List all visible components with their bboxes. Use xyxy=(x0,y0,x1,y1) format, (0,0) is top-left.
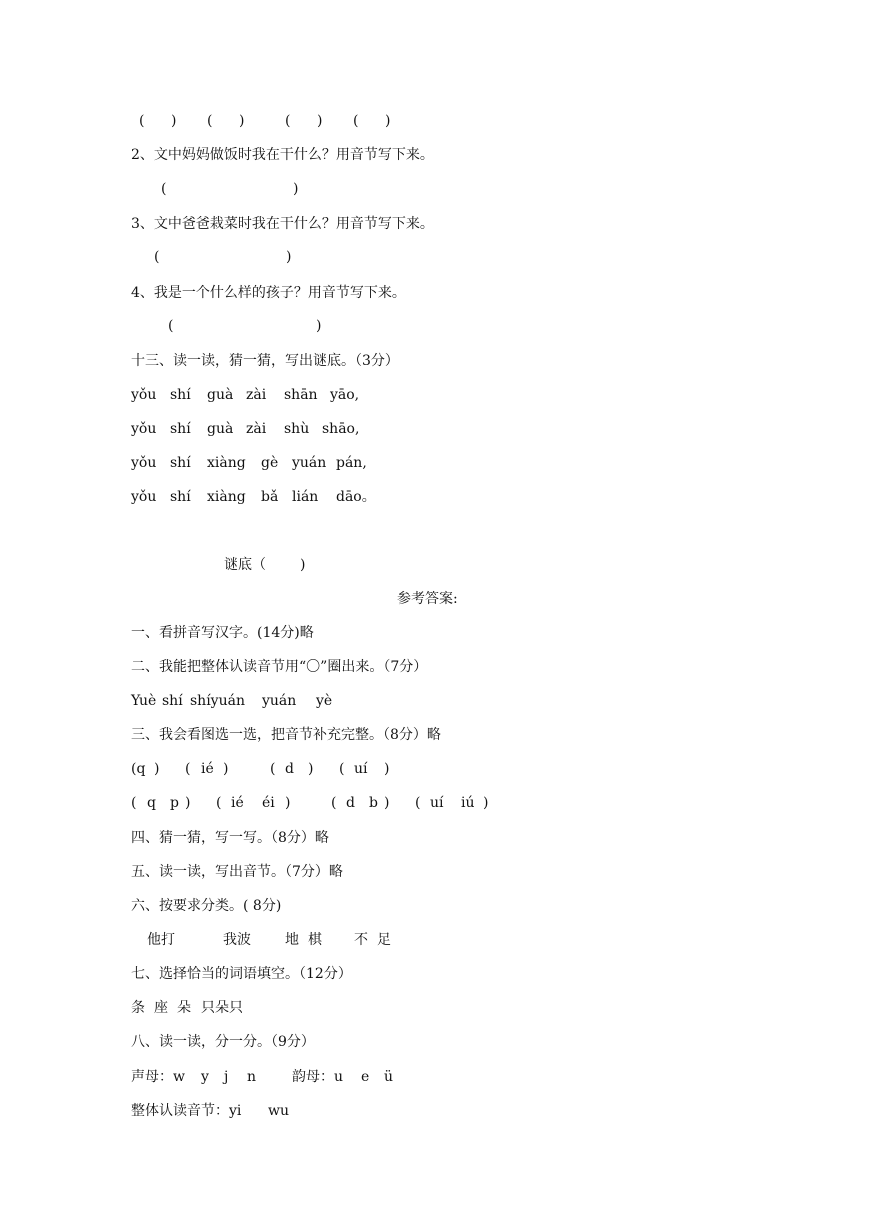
answer-token: q xyxy=(147,795,156,811)
initials-label: 声母：w xyxy=(131,1069,185,1085)
pinyin-syllable: guà xyxy=(207,421,234,437)
answer-token: p xyxy=(170,795,179,811)
pinyin-syllable: shí xyxy=(162,693,183,709)
pinyin-syllable: yāo, xyxy=(330,387,360,403)
pinyin-syllable: pán, xyxy=(336,455,367,471)
answer-blank-open: ( xyxy=(154,249,160,265)
answer-blank-open: ( xyxy=(161,181,167,197)
answer-4: 四、猜一猜，写一写。（8分）略 xyxy=(131,830,329,846)
answer-token: ) xyxy=(223,761,229,777)
classified-chars: 地 xyxy=(285,932,299,948)
blank-open: ( xyxy=(139,113,145,129)
classified-chars: 他打 xyxy=(147,932,175,948)
answer-token: éi xyxy=(262,795,275,811)
question-4: 4、我是一个什么样的孩子？用音节写下来。 xyxy=(131,285,406,301)
answer-blank-close: ) xyxy=(286,249,292,265)
measure-word: 条 xyxy=(131,1000,145,1016)
answer-token: ié xyxy=(201,761,214,777)
blank-close: ) xyxy=(317,113,323,129)
pinyin-syllable: shí xyxy=(170,421,191,437)
reference-answers-title: 参考答案: xyxy=(397,591,458,607)
blank-close: ) xyxy=(239,113,245,129)
section-13-title: 十三、读一读，猜一猜，写出谜底。（3分） xyxy=(131,353,399,369)
riddle-answer-close: ) xyxy=(300,557,306,573)
pinyin-syllable: yuán xyxy=(292,455,327,471)
answer-token: ) xyxy=(384,795,390,811)
answer-token: (q xyxy=(131,761,146,777)
final: e xyxy=(361,1069,370,1085)
answer-token: ié xyxy=(231,795,244,811)
pinyin-syllable: Yuè xyxy=(131,693,157,709)
pinyin-syllable: yǒu xyxy=(131,421,157,437)
initial: j xyxy=(224,1069,229,1085)
question-2: 2、文中妈妈做饭时我在干什么？用音节写下来。 xyxy=(131,147,434,163)
answer-token: ) xyxy=(285,795,291,811)
pinyin-syllable: yǒu xyxy=(131,387,157,403)
answer-token: ( xyxy=(131,795,137,811)
answer-token: ) xyxy=(308,761,314,777)
whole-syllables-label: 整体认读音节：yi xyxy=(131,1103,242,1119)
classified-chars: 不 xyxy=(354,932,368,948)
blank-open: ( xyxy=(285,113,291,129)
pinyin-syllable: yǒu xyxy=(131,489,157,505)
answer-token: ( xyxy=(331,795,337,811)
pinyin-syllable: dāo。 xyxy=(336,489,376,505)
pinyin-syllable: shí xyxy=(170,489,191,505)
question-3: 3、文中爸爸栽菜时我在干什么？用音节写下来。 xyxy=(131,216,434,232)
classified-chars: 足 xyxy=(377,932,391,948)
classified-chars: 我波 xyxy=(223,932,251,948)
pinyin-syllable: gè xyxy=(261,455,279,471)
initial: n xyxy=(247,1069,257,1085)
pinyin-syllable: xiàng xyxy=(207,489,246,505)
answer-5: 五、读一读，写出音节。（7分）略 xyxy=(131,864,343,880)
pinyin-syllable: xiàng xyxy=(207,455,246,471)
measure-word: 座 xyxy=(154,1000,168,1016)
blank-close: ) xyxy=(385,113,391,129)
answer-8: 八、读一读，分一分。（9分） xyxy=(131,1034,315,1050)
answer-6: 六、按要求分类。( 8分) xyxy=(131,898,282,914)
answer-token: ( xyxy=(415,795,421,811)
answer-token: ) xyxy=(154,761,160,777)
pinyin-syllable: zài xyxy=(246,387,267,403)
answer-token: uí xyxy=(430,795,444,811)
pinyin-syllable: yuán xyxy=(262,693,297,709)
answer-token: d xyxy=(285,761,294,777)
whole-syllable: wu xyxy=(268,1103,289,1119)
answer-token: ) xyxy=(185,795,191,811)
blank-open: ( xyxy=(207,113,213,129)
answer-token: ) xyxy=(483,795,489,811)
pinyin-syllable: yè xyxy=(316,693,333,709)
blank-close: ) xyxy=(171,113,177,129)
answer-token: iú xyxy=(461,795,475,811)
classified-chars: 棋 xyxy=(308,932,322,948)
answer-7: 七、选择恰当的词语填空。（12分） xyxy=(131,966,352,982)
answer-token: d xyxy=(346,795,355,811)
answer-3: 三、我会看图选一选，把音节补充完整。（8分）略 xyxy=(131,727,441,743)
measure-word: 朵 xyxy=(177,1000,191,1016)
pinyin-syllable: shān xyxy=(284,387,318,403)
pinyin-syllable: shí xyxy=(170,387,191,403)
pinyin-syllable: shāo, xyxy=(322,421,360,437)
answer-token: ( xyxy=(185,761,191,777)
answer-blank-close: ) xyxy=(316,318,322,334)
initial: y xyxy=(201,1069,209,1085)
answer-token: ) xyxy=(384,761,390,777)
answer-token: ( xyxy=(339,761,345,777)
answer-token: b xyxy=(369,795,378,811)
pinyin-syllable: yǒu xyxy=(131,455,157,471)
answer-token: ( xyxy=(270,761,276,777)
answer-blank-close: ) xyxy=(293,181,299,197)
final: ü xyxy=(384,1069,394,1085)
pinyin-syllable: bǎ xyxy=(261,489,279,505)
pinyin-syllable: shíyuán xyxy=(190,693,245,709)
pinyin-syllable: zài xyxy=(246,421,267,437)
riddle-answer-label: 谜底（ xyxy=(224,557,266,573)
answer-token: ( xyxy=(216,795,222,811)
answer-token: uí xyxy=(354,761,368,777)
answer-blank-open: ( xyxy=(168,318,174,334)
answer-2: 二、我能把整体认读音节用“〇”圈出来。（7分） xyxy=(131,659,428,675)
pinyin-syllable: lián xyxy=(292,489,319,505)
pinyin-syllable: shí xyxy=(170,455,191,471)
pinyin-syllable: shù xyxy=(284,421,310,437)
answer-1: 一、看拼音写汉字。(14分)略 xyxy=(131,625,314,641)
blank-open: ( xyxy=(353,113,359,129)
pinyin-syllable: guà xyxy=(207,387,234,403)
finals-label: 韵母：u xyxy=(292,1069,344,1085)
measure-word: 只朵只 xyxy=(201,1000,243,1016)
